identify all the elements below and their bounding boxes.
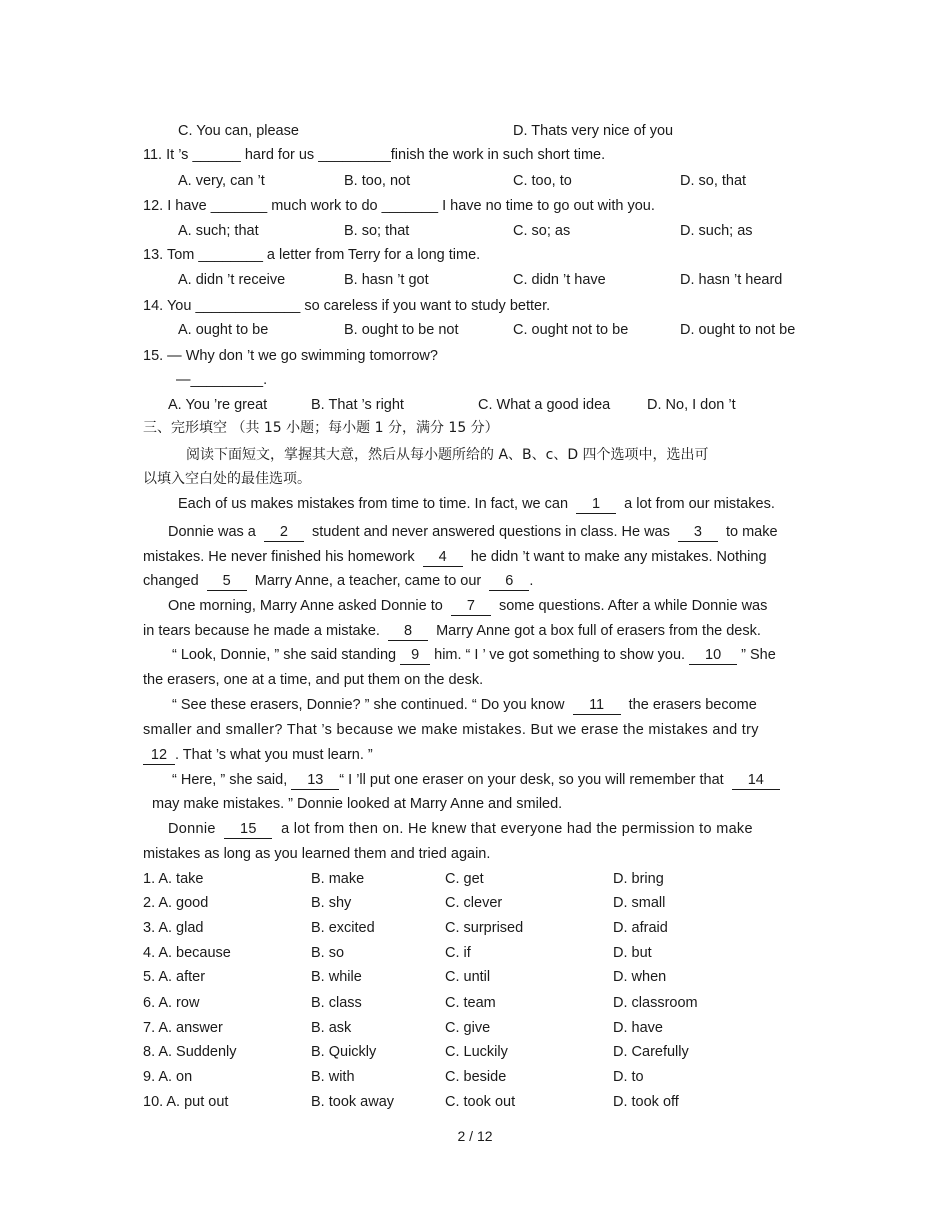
q13-option-c: C. didn ’t have [513,272,606,288]
q12-option-a: A. such; that [178,223,259,239]
question-12: 12. I have _______ much work to do _______ I have no time to go out with you. [143,198,655,214]
q14-option-b: B. ought to be not [344,322,459,338]
question-14: 14. You _____________ so careless if you want to study better. [143,298,551,314]
cloze-7-option-d: D. have [613,1020,663,1036]
cloze-2-option-c: C. clever [445,895,503,911]
cloze-5-option-a: 5. A. after [143,969,206,985]
cloze-9-option-a: 9. A. on [143,1069,193,1085]
cloze-9-option-c: C. beside [445,1069,507,1085]
cloze-3-option-c: C. surprised [445,920,524,936]
q12-option-b: B. so; that [344,223,410,239]
blank-13: 13 [291,771,339,790]
q15-option-d: D. No, I don ’t [647,397,736,413]
cloze-3-option-d: D. afraid [613,920,668,936]
q11-option-d: D. so, that [680,173,747,189]
cloze-4-option-d: D. but [613,945,652,961]
cloze-10-option-c: C. took out [445,1094,516,1110]
blank-4: 4 [423,548,463,567]
cloze-7-option-b: B. ask [311,1020,352,1036]
blank-8: 8 [388,622,428,641]
cloze-8-option-c: C. Luckily [445,1044,508,1060]
q13-option-d: D. hasn ’t heard [680,272,783,288]
q11-option-c: C. too, to [513,173,572,189]
section-instruction-2: 以填入空白处的最佳选项。 [143,471,311,487]
q13-option-a: A. didn ’t receive [178,272,286,288]
passage-line-15: mistakes as long as you learned them and tried again. [143,846,491,862]
passage-line-8: the erasers, one at a time, and put them on the desk. [143,672,484,688]
question-15: 15. — Why don ’t we go swimming tomorrow? [143,348,438,364]
cloze-7-option-c: C. give [445,1020,491,1036]
passage-line-5: One morning, Marry Anne asked Donnie to 7 some questions. After a while Donnie was [168,598,768,614]
blank-7: 7 [451,597,491,616]
cloze-1-option-d: D. bring [613,871,664,887]
cloze-9-option-b: B. with [311,1069,355,1085]
blank-3: 3 [678,523,718,542]
cloze-10-option-b: B. took away [311,1094,395,1110]
cloze-4-option-c: C. if [445,945,471,961]
blank-10: 10 [689,646,737,665]
blank-5: 5 [207,572,247,591]
section-instruction-1: 阅读下面短文，掌握其大意，然后从每小题所给的 A、B、c、D 四个选项中，选出可 [186,447,709,463]
cloze-4-option-b: B. so [311,945,345,961]
q11-option-a: A. very, can ’t [178,173,265,189]
cloze-2-option-d: D. small [613,895,666,911]
q13-option-b: B. hasn ’t got [344,272,429,288]
cloze-5-option-c: C. until [445,969,491,985]
passage-line-4: changed 5 Marry Anne, a teacher, came to our 6 . [143,573,534,589]
passage-line-14: Donnie 15 a lot from then on. He knew that everyone had the permission to make [168,821,753,837]
cloze-8-option-b: B. Quickly [311,1044,377,1060]
passage-line-1: Each of us makes mistakes from time to time. In fact, we can 1 a lot from our mistakes. [178,496,775,512]
cloze-1-option-b: B. make [311,871,365,887]
blank-1: 1 [576,495,616,514]
passage-line-10: smaller and smaller? That ’s because we make mistakes. But we erase the mistakes and try [143,722,759,738]
q15-answer-blank: —_________. [176,372,268,388]
cloze-8-option-d: D. Carefully [613,1044,689,1060]
cloze-3-option-b: B. excited [311,920,375,936]
blank-6: 6 [489,572,529,591]
passage-line-7: “ Look, Donnie, ” she said standing 9 him. “ I ’ ve got something to show you. 10 ” She [172,647,776,663]
cloze-5-option-b: B. while [311,969,362,985]
question-13: 13. Tom ________ a letter from Terry for a long time. [143,247,481,263]
page-number: 2 / 12 [457,1128,493,1144]
cloze-4-option-a: 4. A. because [143,945,231,961]
cloze-3-option-a: 3. A. glad [143,920,204,936]
q15-option-b: B. That ’s right [311,397,404,413]
q12-option-d: D. such; as [680,223,753,239]
passage-line-13: may make mistakes. ” Donnie looked at Marry Anne and smiled. [152,796,563,812]
cloze-9-option-d: D. to [613,1069,644,1085]
passage-line-11: 12 . That ’s what you must learn. ” [143,746,373,765]
passage-line-12: “ Here, ” she said, 13 “ I ’ll put one eraser on your desk, so you will remember that 14 [172,771,780,790]
q14-option-a: A. ought to be [178,322,269,338]
passage-line-2: Donnie was a 2 student and never answered questions in class. He was 3 to make [168,524,778,540]
cloze-1-option-a: 1. A. take [143,871,204,887]
blank-12: 12 [143,746,175,765]
cloze-6-option-d: D. classroom [613,995,698,1011]
q14-option-c: C. ought not to be [513,322,629,338]
cloze-10-option-d: D. took off [613,1094,679,1110]
blank-9: 9 [400,646,430,665]
blank-14: 14 [732,771,780,790]
blank-2: 2 [264,523,304,542]
blank-11: 11 [573,696,621,715]
cloze-8-option-a: 8. A. Suddenly [143,1044,237,1060]
q10-option-d: D. Thats very nice of you [513,123,674,139]
blank-15: 15 [224,820,272,839]
cloze-2-option-a: 2. A. good [143,895,209,911]
cloze-5-option-d: D. when [613,969,667,985]
cloze-6-option-c: C. team [445,995,496,1011]
q15-option-c: C. What a good idea [478,397,611,413]
passage-line-9: “ See these erasers, Donnie? ” she continued. “ Do you know 11 the erasers become [172,697,757,713]
cloze-1-option-c: C. get [445,871,484,887]
section-heading: 三、完形填空 （共 15 小题；每小题 1 分，满分 15 分） [143,420,499,436]
cloze-6-option-a: 6. A. row [143,995,200,1011]
cloze-6-option-b: B. class [311,995,362,1011]
q11-option-b: B. too, not [344,173,411,189]
q10-option-c: C. You can, please [178,123,299,139]
q15-option-a: A. You ’re great [168,397,268,413]
passage-line-3: mistakes. He never finished his homework 4 he didn ’t want to make any mistakes. Nothing [143,549,767,565]
q14-option-d: D. ought to not be [680,322,796,338]
question-11: 11. It ’s ______ hard for us _________finish the work in such short time. [143,147,606,163]
q12-option-c: C. so; as [513,223,571,239]
passage-line-6: in tears because he made a mistake. 8 Marry Anne got a box full of erasers from the desk. [143,623,761,639]
cloze-2-option-b: B. shy [311,895,352,911]
cloze-7-option-a: 7. A. answer [143,1020,223,1036]
cloze-10-option-a: 10. A. put out [143,1094,229,1110]
